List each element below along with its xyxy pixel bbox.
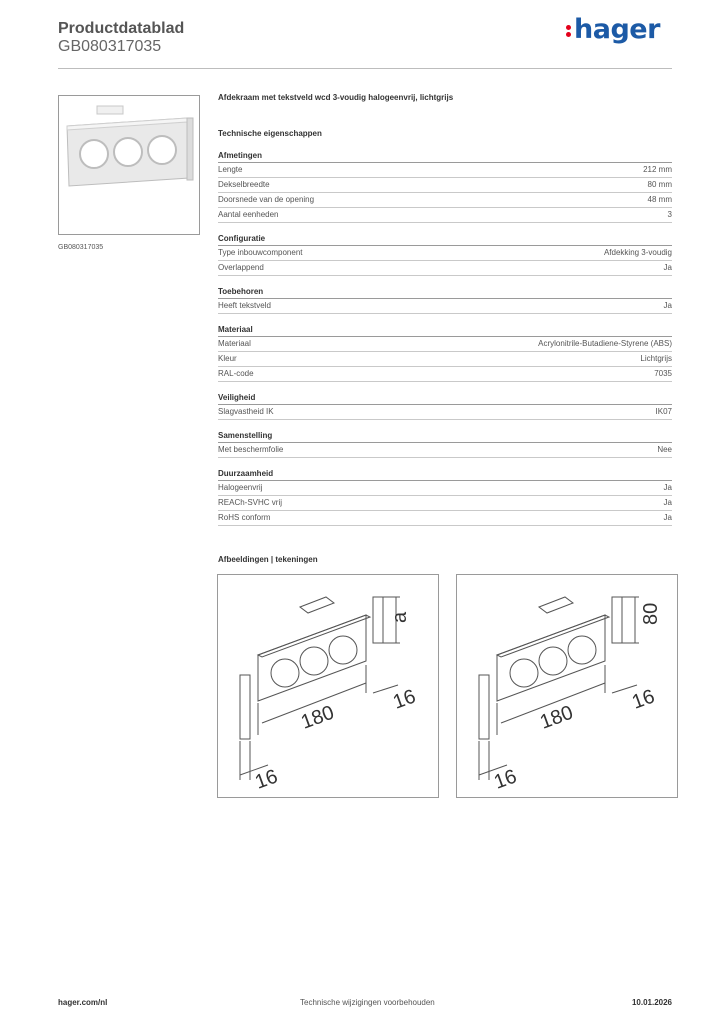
spec-label: RoHS conform [218,513,271,522]
spec-label: Aantal eenheden [218,210,279,219]
spec-row [218,352,672,367]
section-material [218,324,672,382]
spec-value: 7035 [654,369,672,378]
spec-row [218,193,672,208]
header-divider [58,68,672,69]
spec-label: Slagvastheid IK [218,407,274,416]
spec-label: Type inbouwcomponent [218,248,303,257]
spec-value: Ja [663,498,672,507]
spec-value: Lichtgrijs [640,354,672,363]
spec-value: Ja [663,483,672,492]
product-description: Afdekraam met tekstveld wcd 3-voudig halogeenvrij, lichtgrijs [218,93,454,102]
section-title: Materiaal [218,324,672,337]
spec-value: 3 [667,210,672,219]
product-image [58,95,200,235]
spec-row [218,208,672,223]
section-title: Configuratie [218,233,672,246]
spec-row [218,511,672,526]
specifications [218,93,672,536]
spec-value: 48 mm [647,195,672,204]
dimension-drawing [457,575,677,797]
brand-logo [566,14,660,45]
spec-row [218,178,672,193]
spec-row [218,496,672,511]
spec-value: Ja [663,513,672,522]
technical-drawing [456,574,678,798]
dimension-label-height: 80 [640,602,662,625]
section-configuration [218,233,672,276]
spec-label: Kleur [218,354,237,363]
spec-value: IK07 [655,407,672,416]
spec-row [218,246,672,261]
spec-label: REACh-SVHC vrij [218,498,283,507]
spec-value: Nee [657,445,672,454]
brand-name: hager [574,14,660,45]
spec-label: Halogeenvrij [218,483,263,492]
spec-value: Ja [663,301,672,310]
spec-label: Met beschermfolie [218,445,284,454]
spec-value: Ja [663,263,672,272]
dimension-label-depth: 16 [629,685,658,714]
section-title: Veiligheid [218,392,672,405]
document-number: GB080317035 [58,38,162,55]
cover-frame-illustration [59,96,199,234]
footer-date: 10.01.2026 [631,998,672,1007]
dimension-label-end: 16 [252,765,281,794]
page-title: Productdatablad [58,20,185,37]
section-accessories [218,286,672,314]
image-caption: GB080317035 [58,244,104,251]
section-title: Afmetingen [218,150,672,163]
spec-label: Materiaal [218,339,251,348]
section-sustainability [218,468,672,526]
section-title: Duurzaamheid [218,468,672,481]
footer-disclaimer: Technische wijzigingen voorbehouden [300,998,435,1007]
drawings-heading: Afbeeldingen | tekeningen [218,555,318,564]
spec-value: Afdekking 3-voudig [603,248,672,257]
spec-row [218,481,672,496]
spec-row [218,299,672,314]
spec-label: Overlappend [218,263,264,272]
section-safety [218,392,672,420]
dimension-label-length: 180 [537,701,577,734]
spec-label: RAL-code [218,369,254,378]
spec-row [218,367,672,382]
section-title: Toebehoren [218,286,672,299]
dimension-label-depth: 16 [390,685,419,714]
dimension-drawing [218,575,438,797]
tech-properties-heading: Technische eigenschappen [218,129,322,138]
section-dimensions [218,150,672,223]
spec-label: Heeft tekstveld [218,301,271,310]
technical-drawing [217,574,439,798]
dimension-label-end: 16 [491,765,520,794]
spec-row [218,163,672,178]
spec-row [218,405,672,420]
spec-value: Acrylonitrile-Butadiene-Styrene (ABS) [538,339,672,348]
spec-label: Lengte [218,165,243,174]
spec-label: Doorsnede van de opening [218,195,315,204]
spec-value: 80 mm [647,180,672,189]
spec-row [218,261,672,276]
footer-website-link[interactable]: hager.com/nl [58,998,108,1007]
dimension-label-height: a [389,611,411,623]
spec-row [218,337,672,352]
logo-dots-icon [566,23,572,39]
spec-label: Dekselbreedte [218,180,270,189]
section-composition [218,430,672,458]
dimension-label-length: 180 [298,701,338,734]
section-title: Samenstelling [218,430,672,443]
spec-row [218,443,672,458]
spec-value: 212 mm [643,165,672,174]
